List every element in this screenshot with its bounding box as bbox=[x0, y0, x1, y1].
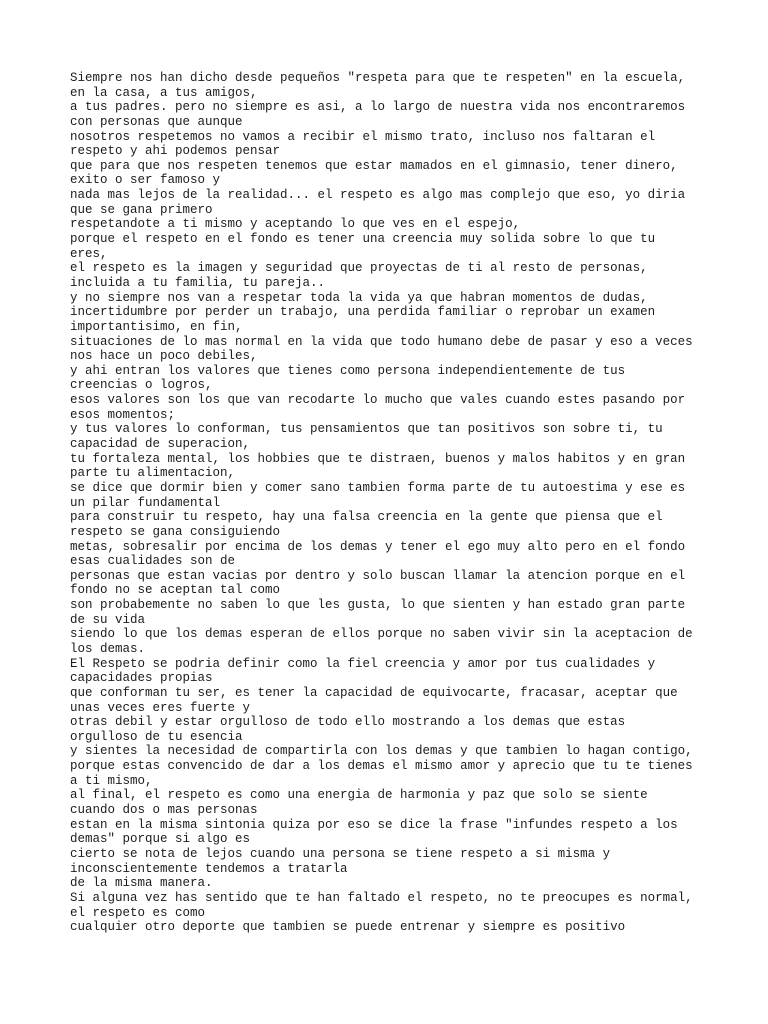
text-line: y tus valores lo conforman, tus pensamientos que tan positivos son sobre ti, tu bbox=[70, 422, 663, 437]
text-line: eres, bbox=[70, 246, 108, 261]
text-line: en la casa, a tus amigos, bbox=[70, 85, 258, 100]
text-line: Si alguna vez has sentido que te han faltado el respeto, no te preocupes es normal, bbox=[70, 890, 693, 905]
text-line: esos momentos; bbox=[70, 407, 176, 422]
text-line: a ti mismo, bbox=[70, 773, 153, 788]
text-line: personas que estan vacias por dentro y solo buscan llamar la atencion porque en el bbox=[70, 568, 686, 583]
text-line: incluida a tu familia, tu pareja.. bbox=[70, 275, 326, 290]
text-line: demas" porque si algo es bbox=[70, 832, 251, 847]
text-line: metas, sobresalir por encima de los demas y tener el ego muy alto pero en el fondo bbox=[70, 539, 686, 554]
text-line: son probabemente no saben lo que les gusta, lo que sienten y han estado gran parte bbox=[70, 598, 686, 613]
text-line: creencias o logros, bbox=[70, 378, 213, 393]
text-line: de su vida bbox=[70, 612, 146, 627]
text-line: Siempre nos han dicho desde pequeños "respeta para que te respeten" en la escuela, bbox=[70, 71, 686, 85]
text-line: el respeto es como bbox=[70, 905, 206, 920]
text-line: que para que nos respeten tenemos que estar mamados en el gimnasio, tener dinero, bbox=[70, 158, 678, 173]
text-line: los demas. bbox=[70, 641, 146, 656]
text-line: incertidumbre por perder un trabajo, una perdida familiar o reprobar un examen bbox=[70, 305, 656, 320]
text-line: con personas que aunque bbox=[70, 114, 243, 129]
text-line: para construir tu respeto, hay una falsa creencia en la gente que piensa que el bbox=[70, 510, 663, 525]
text-line: respeto se gana consiguiendo bbox=[70, 524, 281, 539]
text-line: el respeto es la imagen y seguridad que proyectas de ti al resto de personas, bbox=[70, 261, 648, 276]
text-line: unas veces eres fuerte y bbox=[70, 700, 251, 715]
text-line: esas cualidades son de bbox=[70, 554, 236, 569]
text-line: situaciones de lo mas normal en la vida que todo humano debe de pasar y eso a veces bbox=[70, 334, 693, 349]
text-line: respetandote a ti mismo y aceptando lo que ves en el espejo, bbox=[70, 217, 521, 232]
text-line: nosotros respetemos no vamos a recibir el mismo trato, incluso nos faltaran el bbox=[70, 129, 656, 144]
text-line: nada mas lejos de la realidad... el respeto es algo mas complejo que eso, yo diria bbox=[70, 188, 686, 203]
text-line: exito o ser famoso y bbox=[70, 173, 221, 188]
text-line: otras debil y estar orgulloso de todo ello mostrando a los demas que estas bbox=[70, 715, 626, 730]
text-line: porque el respeto en el fondo es tener una creencia muy solida sobre lo que tu bbox=[70, 232, 656, 247]
text-line: capacidad de superacion, bbox=[70, 437, 251, 452]
text-line: capacidades propias bbox=[70, 671, 213, 686]
text-line: se dice que dormir bien y comer sano tambien forma parte de tu autoestima y ese es bbox=[70, 480, 686, 495]
text-line: El Respeto se podria definir como la fiel creencia y amor por tus cualidades y bbox=[70, 656, 656, 671]
text-line: esos valores son los que van recodarte lo mucho que vales cuando estes pasando por bbox=[70, 393, 686, 408]
text-line: tu fortaleza mental, los hobbies que te distraen, buenos y malos habitos y en gran bbox=[70, 451, 686, 466]
text-line bbox=[70, 935, 710, 950]
text-line: cuando dos o mas personas bbox=[70, 803, 258, 818]
text-line: nos hace un poco debiles, bbox=[70, 349, 258, 364]
text-line: orgulloso de tu esencia bbox=[70, 729, 243, 744]
text-line: respeto y ahi podemos pensar bbox=[70, 144, 281, 159]
text-line: estan en la misma sintonia quiza por eso se dice la frase "infundes respeto a los bbox=[70, 817, 678, 832]
text-line: siendo lo que los demas esperan de ellos porque no saben vivir sin la aceptacion de bbox=[70, 627, 693, 642]
text-line: que se gana primero bbox=[70, 202, 213, 217]
text-line: importantisimo, en fin, bbox=[70, 319, 243, 334]
text-line: cierto se nota de lejos cuando una persona se tiene respeto a si misma y bbox=[70, 846, 611, 861]
document-body bbox=[70, 71, 710, 949]
text-line: de la misma manera. bbox=[70, 876, 213, 891]
text-line: al final, el respeto es como una energia de harmonia y paz que solo se siente bbox=[70, 788, 648, 803]
text-line: y sientes la necesidad de compartirla con los demas y que tambien lo hagan contigo, bbox=[70, 744, 693, 759]
text-line: un pilar fundamental bbox=[70, 495, 221, 510]
text-line: que conforman tu ser, es tener la capacidad de equivocarte, fracasar, aceptar que bbox=[70, 685, 678, 700]
text-line: y no siempre nos van a respetar toda la vida ya que habran momentos de dudas, bbox=[70, 290, 648, 305]
text-line: porque estas convencido de dar a los demas el mismo amor y aprecio que tu te tienes bbox=[70, 759, 693, 774]
text-line: fondo no se aceptan tal como bbox=[70, 583, 281, 598]
text-line: parte tu alimentacion, bbox=[70, 466, 236, 481]
text-line: y ahi entran los valores que tienes como persona independientemente de tus bbox=[70, 363, 626, 378]
text-line: inconscientemente tendemos a tratarla bbox=[70, 861, 348, 876]
text-line: cualquier otro deporte que tambien se puede entrenar y siempre es positivo bbox=[70, 920, 626, 935]
text-line: a tus padres. pero no siempre es asi, a lo largo de nuestra vida nos encontraremos bbox=[70, 100, 686, 115]
